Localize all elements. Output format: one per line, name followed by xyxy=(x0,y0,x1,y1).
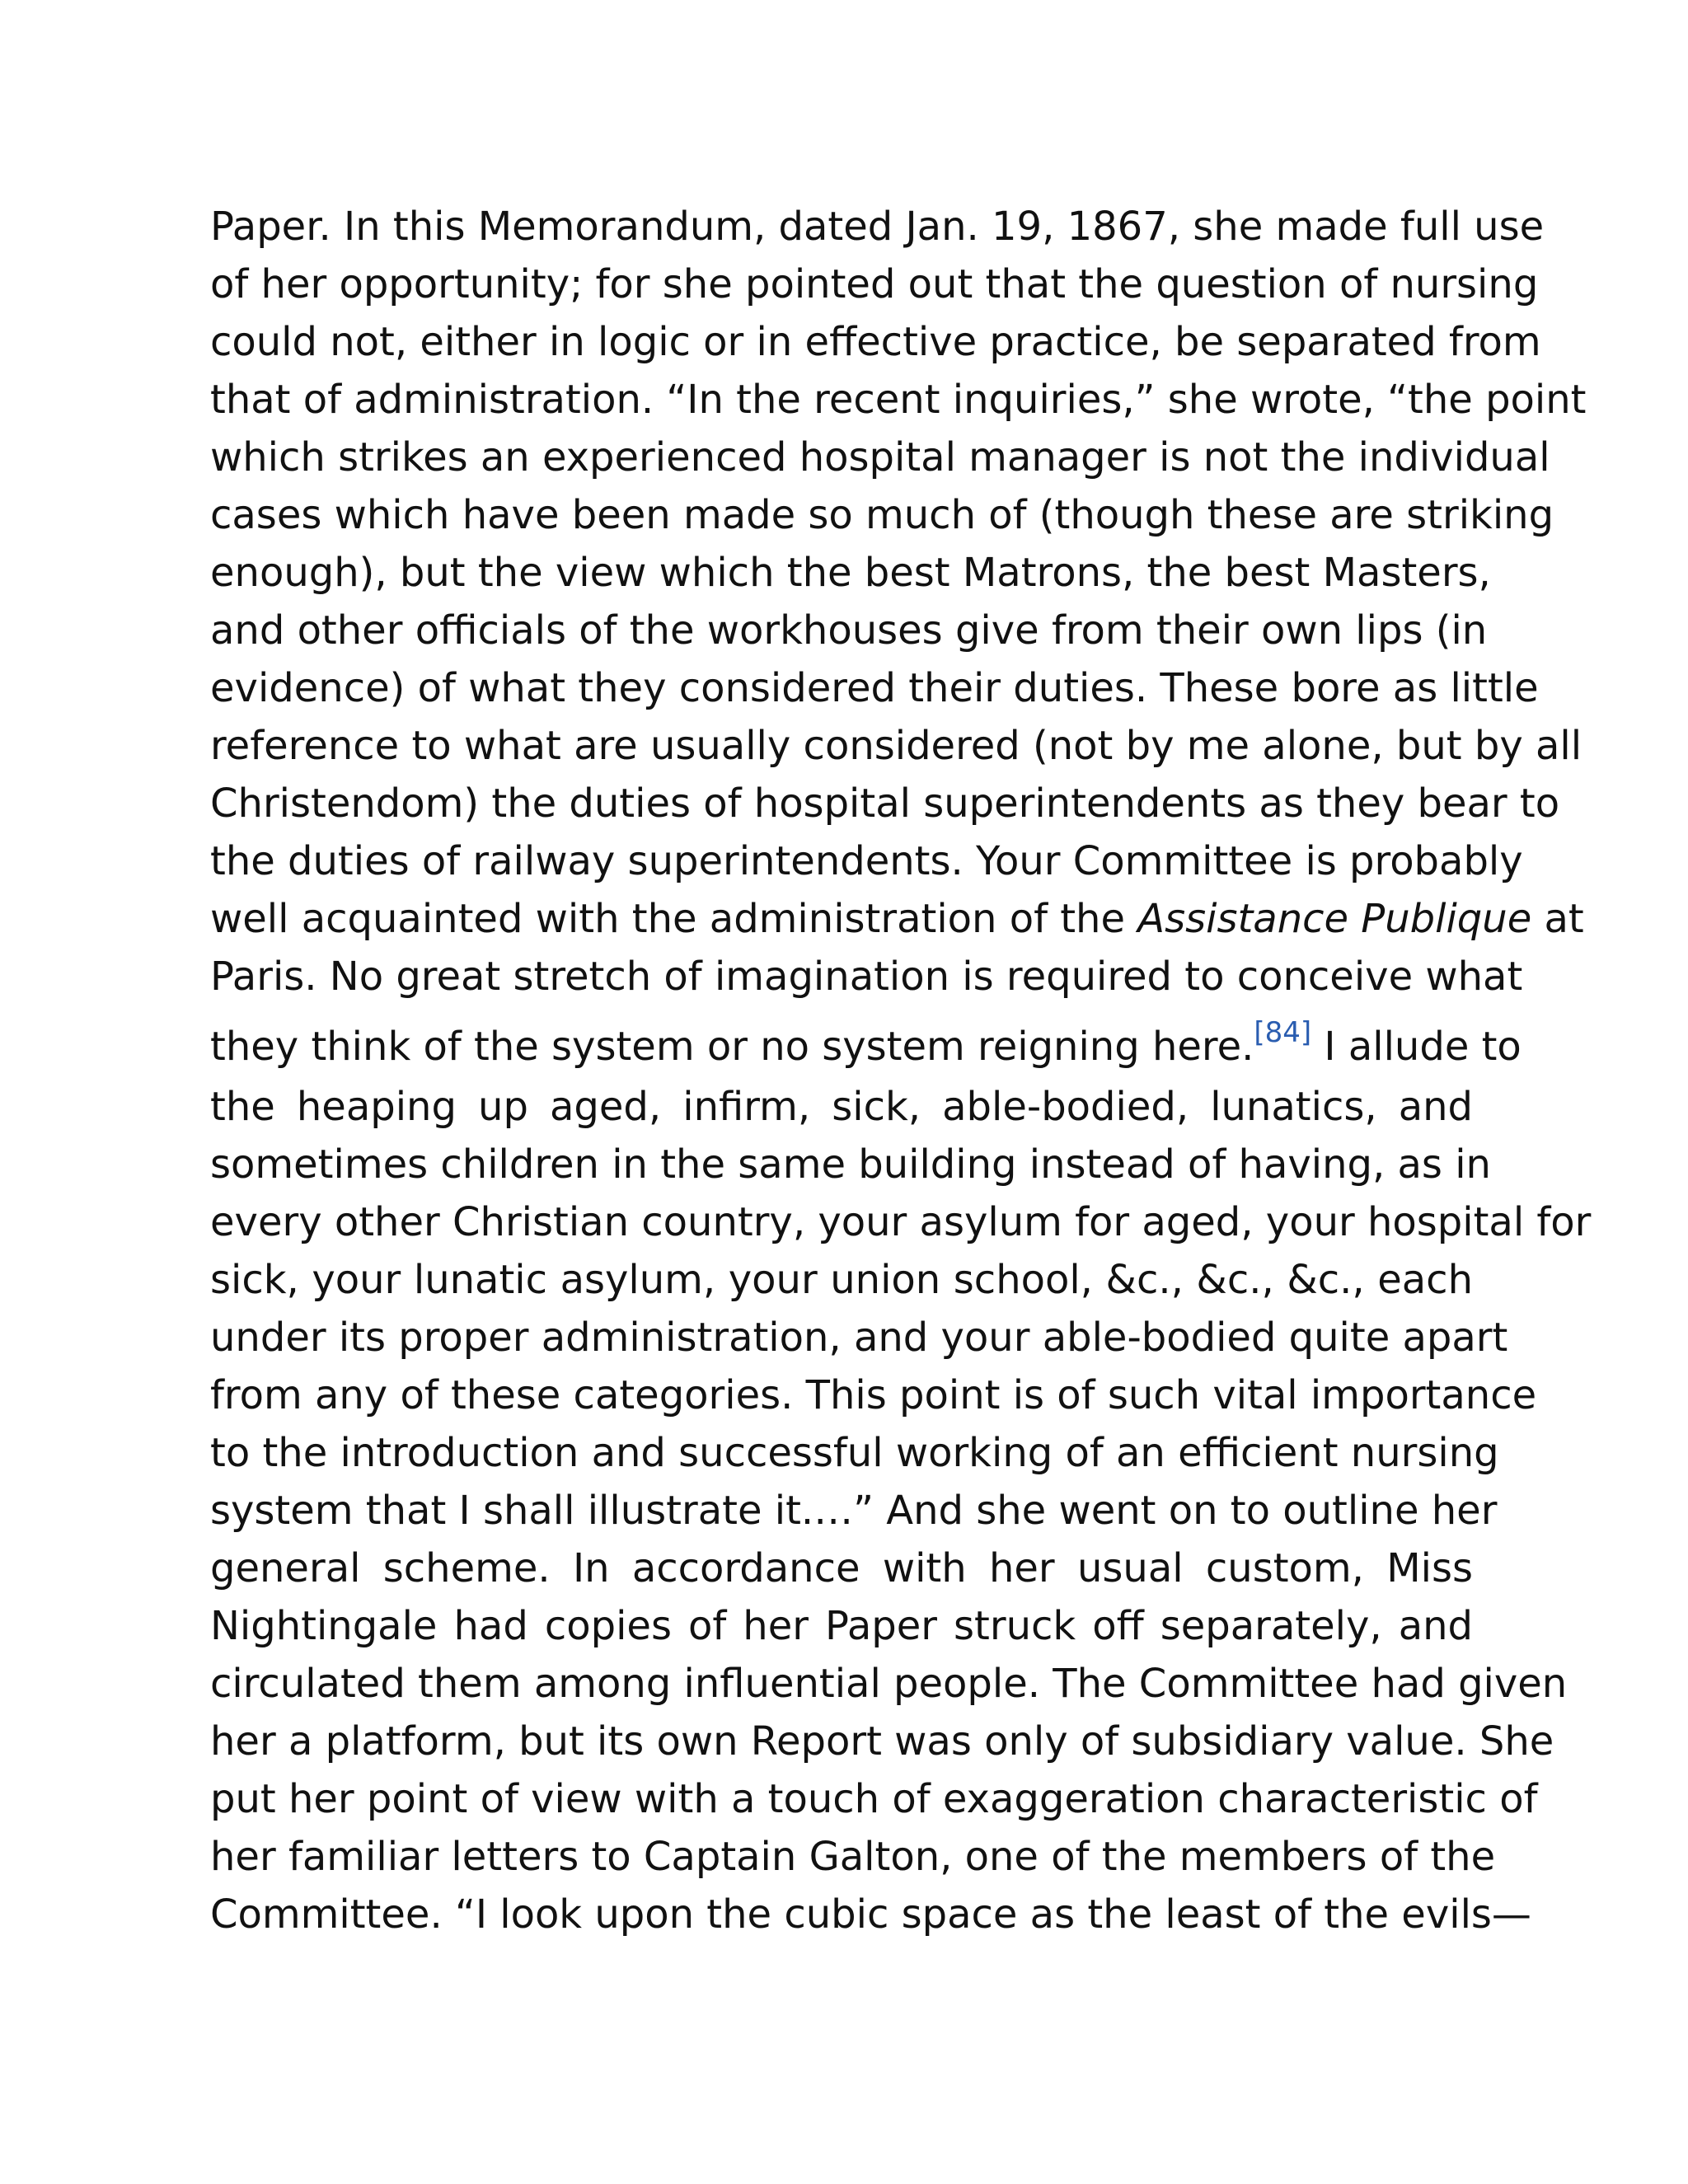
text-segment: well acquainted with the administration of the xyxy=(210,896,1138,942)
text-line: sometimes children in the same building instead of having, as in xyxy=(210,1141,1491,1188)
text-line: the heaping up aged, infirm, sick, able-bodied, lunatics, and xyxy=(210,1084,1473,1130)
text-line: sick, your lunatic asylum, your union school, &c., &c., &c., each xyxy=(210,1257,1473,1303)
text-line: which strikes an experienced hospital manager is not the individual xyxy=(210,434,1550,480)
text-line: every other Christian country, your asylum for aged, your hospital for xyxy=(210,1199,1592,1245)
text-line: put her point of view with a touch of exaggeration characteristic of xyxy=(210,1776,1538,1822)
text-line: Nightingale had copies of her Paper struck off separately, and xyxy=(210,1603,1473,1649)
text-line: Paper. In this Memorandum, dated Jan. 19, 1867, she made full use xyxy=(210,204,1545,250)
text-line: and other officials of the workhouses give from their own lips (in xyxy=(210,607,1488,654)
text-line: general scheme. In accordance with her usual custom, Miss xyxy=(210,1545,1473,1591)
text-line: under its proper administration, and your able-bodied quite apart xyxy=(210,1315,1508,1361)
text-segment: at xyxy=(1531,896,1584,942)
page-body xyxy=(210,198,1592,1943)
text-line: cases which have been made so much of (though these are striking xyxy=(210,492,1554,538)
text-line: that of administration. “In the recent inquiries,” she wrote, “the point xyxy=(210,377,1587,423)
text-line-with-footnote xyxy=(210,1005,1522,1078)
text-line: circulated them among influential people. The Committee had given xyxy=(210,1661,1568,1707)
text-line: could not, either in logic or in effective practice, be separated from xyxy=(210,319,1541,365)
text-line: her familiar letters to Captain Galton, one of the members of the xyxy=(210,1834,1496,1880)
text-segment: I allude to xyxy=(1311,1024,1522,1070)
text-line-italic-phrase xyxy=(210,890,1584,948)
text-line: Committee. “I look upon the cubic space as the least of the evils— xyxy=(210,1891,1531,1938)
text-line: from any of these categories. This point is of such vital importance xyxy=(210,1372,1537,1418)
text-line: to the introduction and successful working of an efficient nursing xyxy=(210,1430,1499,1476)
text-line: Christendom) the duties of hospital superintendents as they bear to xyxy=(210,780,1560,827)
text-line: reference to what are usually considered (not by me alone, but by all xyxy=(210,723,1582,769)
text-line: the duties of railway superintendents. Your Committee is probably xyxy=(210,838,1523,884)
italic-phrase: Assistance Publique xyxy=(1137,896,1532,942)
text-line: of her opportunity; for she pointed out that the question of nursing xyxy=(210,261,1539,307)
text-line: enough), but the view which the best Matrons, the best Masters, xyxy=(210,550,1491,596)
footnote-link[interactable]: [84] xyxy=(1254,1016,1312,1049)
text-segment: they think of the system or no system reigning here. xyxy=(210,1024,1254,1070)
text-line: her a platform, but its own Report was only of subsidiary value. She xyxy=(210,1718,1554,1765)
text-line: evidence) of what they considered their duties. These bore as little xyxy=(210,665,1539,711)
text-line: system that I shall illustrate it.…” And she went on to outline her xyxy=(210,1488,1498,1534)
text-line: Paris. No great stretch of imagination is required to conceive what xyxy=(210,954,1523,1000)
